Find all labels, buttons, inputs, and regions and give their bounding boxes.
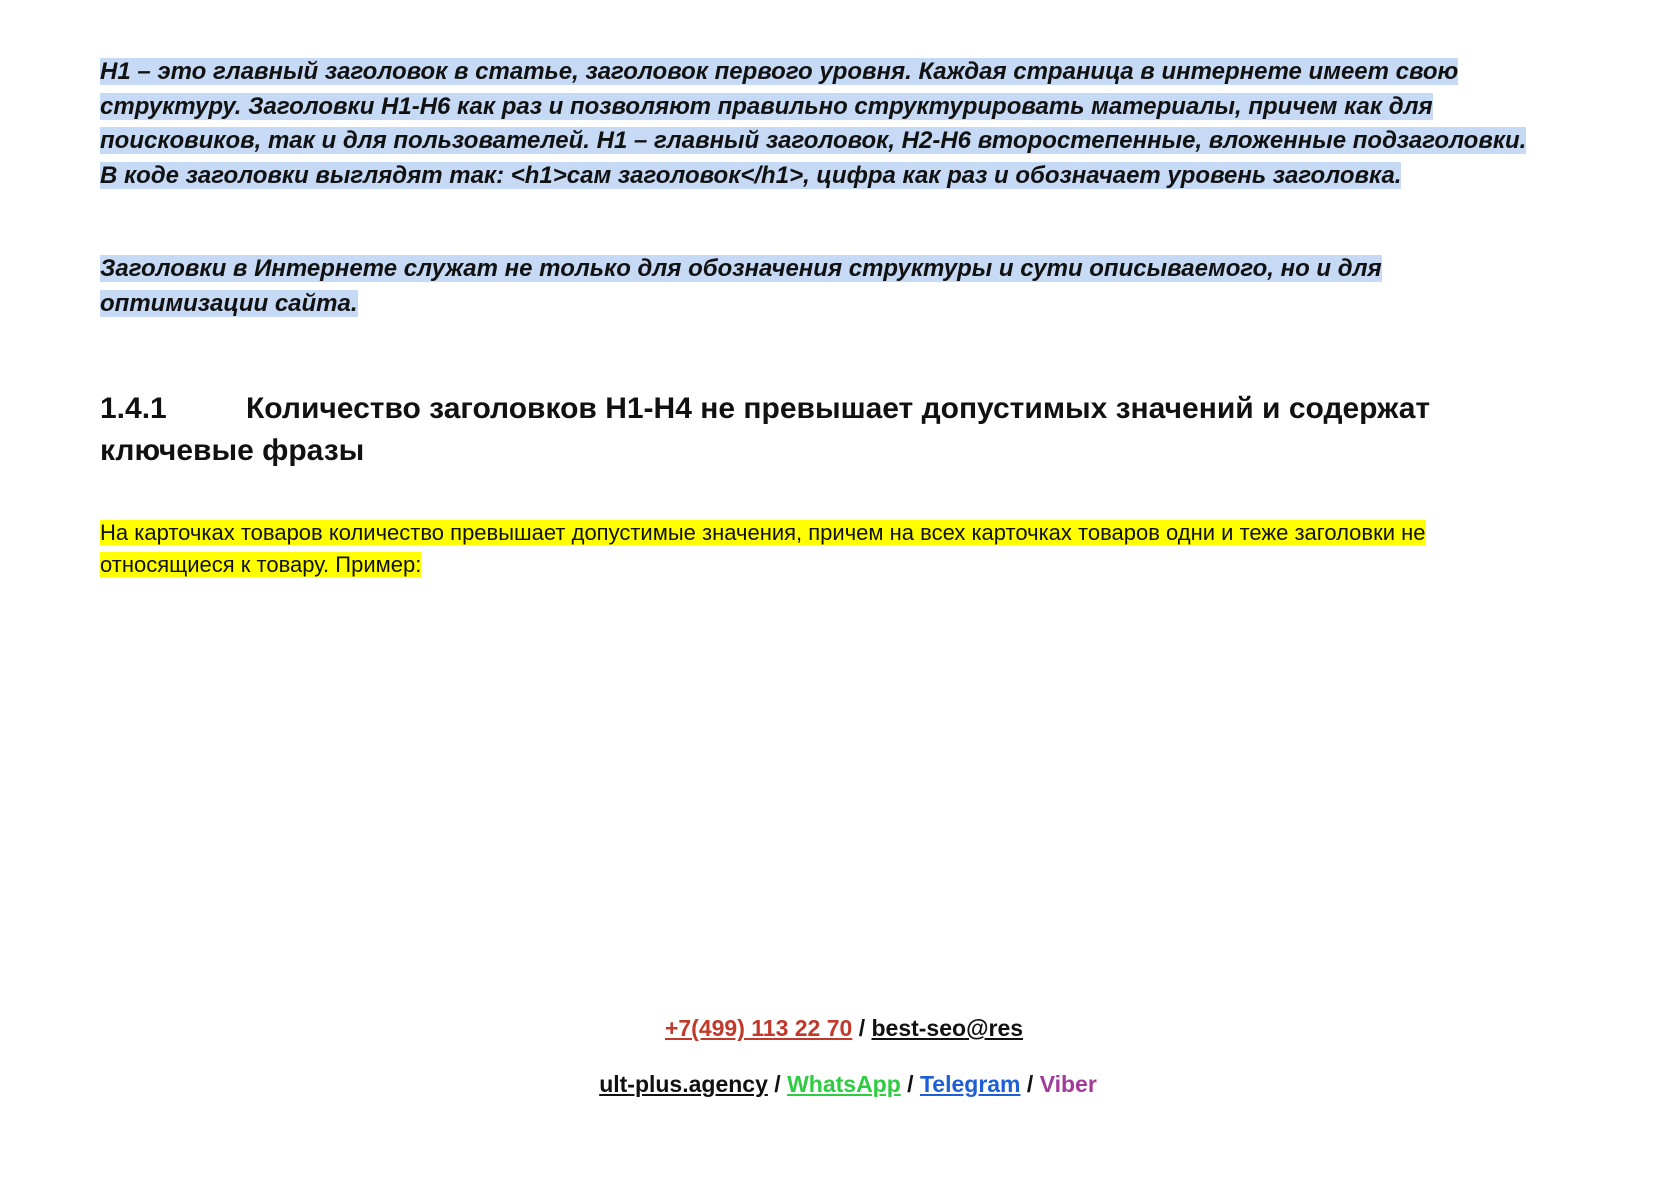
seo-paragraph bbox=[100, 252, 1550, 321]
footer-separator: / bbox=[1026, 1071, 1034, 1097]
finding-paragraph-text: На карточках товаров количество превышает допустимые значения, причем на всех карточках товаров одни и теже заголовки не относящиеся к товару. Пример: bbox=[100, 520, 1426, 577]
finding-paragraph bbox=[100, 517, 1550, 581]
footer-separator: / bbox=[907, 1071, 914, 1097]
section-number: 1.4.1 bbox=[100, 392, 167, 425]
section-heading bbox=[100, 388, 1550, 472]
footer-separator: / bbox=[774, 1071, 781, 1097]
section-title: Количество заголовков H1-H4 не превышает допустимых значений и содержат ключевые фразы bbox=[100, 392, 1431, 467]
email-link-part2[interactable]: ult-plus.agency bbox=[599, 1071, 768, 1097]
viber-label[interactable]: Viber bbox=[1039, 1071, 1097, 1097]
telegram-link[interactable]: Telegram bbox=[919, 1071, 1021, 1097]
intro-paragraph-text: H1 – это главный заголовок в статье, заголовок первого уровня. Каждая страница в интернете имеет свою структуру. Заголовки H1-H6 как раз и позволяют правильно структурировать материалы, причем как для поисковиков, так и для пользователей. H1 – главный заголовок, H2-H6 второстепенные, вложенные подзаголовки. В коде заголовки выглядят так: <h1>сам заголовок</h1>, цифра как раз и обозначает уровень заголовка. bbox=[100, 58, 1527, 189]
footer-separator: / bbox=[858, 1015, 866, 1041]
phone-link[interactable]: +7(499) 113 22 70 bbox=[664, 1015, 853, 1041]
whatsapp-link[interactable]: WhatsApp bbox=[787, 1071, 901, 1097]
footer-contacts-line2 bbox=[0, 1068, 1680, 1100]
seo-paragraph-text: Заголовки в Интернете служат не только для обозначения структуры и сути описываемого, но и для оптимизации сайта. bbox=[100, 255, 1382, 317]
email-link-part1[interactable]: best-seo@res bbox=[871, 1015, 1024, 1041]
footer-contacts-line1 bbox=[0, 1012, 1680, 1044]
intro-paragraph bbox=[100, 55, 1550, 193]
